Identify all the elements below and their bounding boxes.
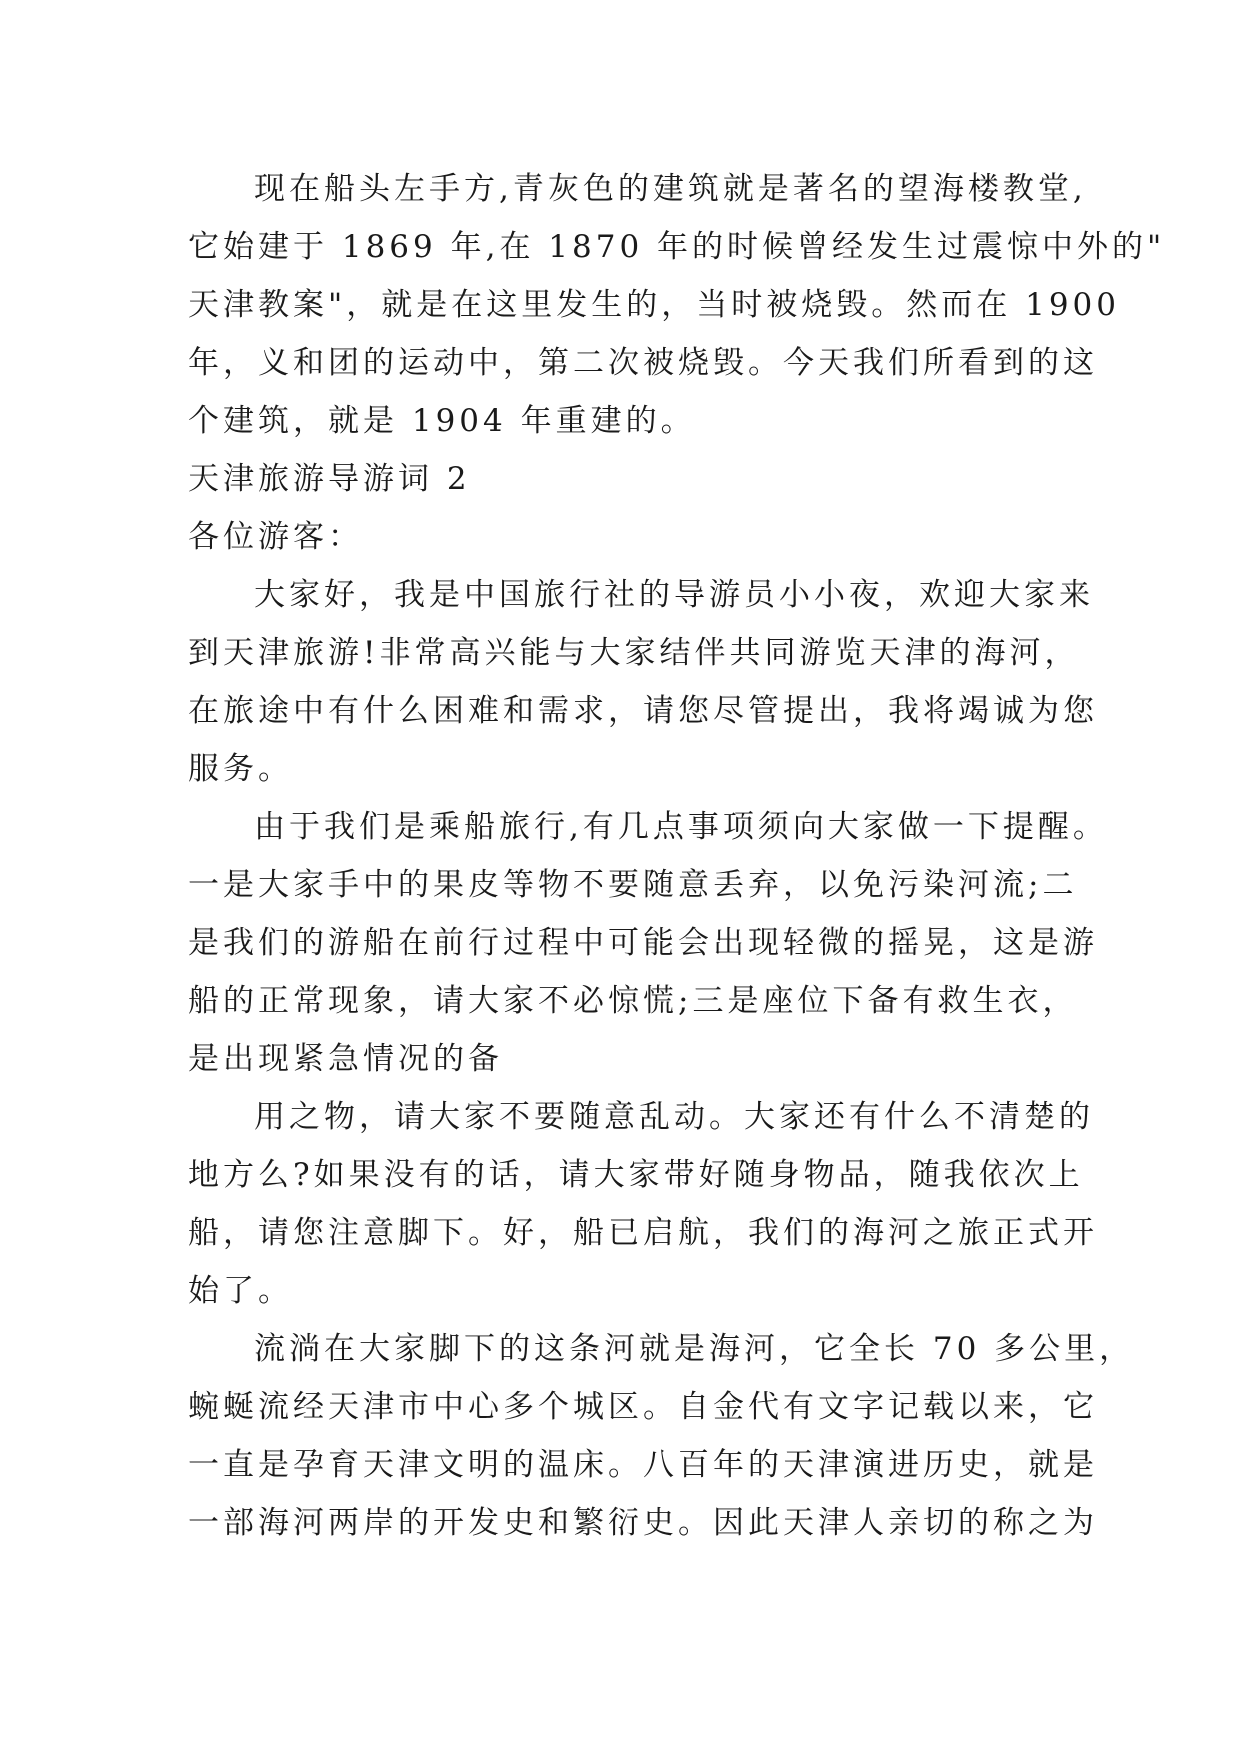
text-line: 服务。 [188, 751, 293, 787]
text-line: 个建筑，就是 1904 年重建的。 [188, 403, 696, 439]
text-line: 它始建于 1869 年,在 1870 年的时候曾经发生过震惊中外的" [188, 229, 1166, 265]
text-line: 蜿蜒流经天津市中心多个城区。自金代有文字记载以来，它 [188, 1389, 1098, 1425]
text-line: 现在船头左手方,青灰色的建筑就是著名的望海楼教堂, [254, 171, 1087, 207]
document-body [188, 160, 1166, 1552]
section-heading: 天津旅游导游词 2 [188, 461, 471, 497]
text-line: 一直是孕育天津文明的温床。八百年的天津演进历史，就是 [188, 1447, 1098, 1483]
text-line: 是我们的游船在前行过程中可能会出现轻微的摇晃，这是游 [188, 925, 1098, 961]
text-line: 船的正常现象，请大家不必惊慌;三是座位下备有救生衣， [188, 983, 1078, 1019]
text-line: 大家好，我是中国旅行社的导游员小小夜，欢迎大家来 [254, 577, 1094, 613]
text-line: 在旅途中有什么困难和需求，请您尽管提出，我将竭诚为您 [188, 693, 1098, 729]
text-line: 地方么?如果没有的话，请大家带好随身物品，随我依次上 [188, 1157, 1084, 1193]
text-line: 年，义和团的运动中，第二次被烧毁。今天我们所看到的这 [188, 345, 1098, 381]
salutation: 各位游客： [188, 519, 363, 555]
text-line: 到天津旅游!非常高兴能与大家结伴共同游览天津的海河， [188, 635, 1080, 671]
text-line: 流淌在大家脚下的这条河就是海河，它全长 70 多公里， [254, 1331, 1135, 1367]
text-line: 始了。 [188, 1273, 293, 1309]
text-line: 一是大家手中的果皮等物不要随意丢弃，以免污染河流;二 [188, 867, 1078, 903]
text-line: 由于我们是乘船旅行,有几点事项须向大家做一下提醒。 [254, 809, 1108, 845]
text-line: 是出现紧急情况的备 [188, 1041, 503, 1077]
text-line: 天津教案"，就是在这里发生的，当时被烧毁。然而在 1900 [188, 287, 1121, 323]
text-line: 船，请您注意脚下。好，船已启航，我们的海河之旅正式开 [188, 1215, 1098, 1251]
text-line: 一部海河两岸的开发史和繁衍史。因此天津人亲切的称之为 [188, 1505, 1098, 1541]
text-line: 用之物，请大家不要随意乱动。大家还有什么不清楚的 [254, 1099, 1094, 1135]
